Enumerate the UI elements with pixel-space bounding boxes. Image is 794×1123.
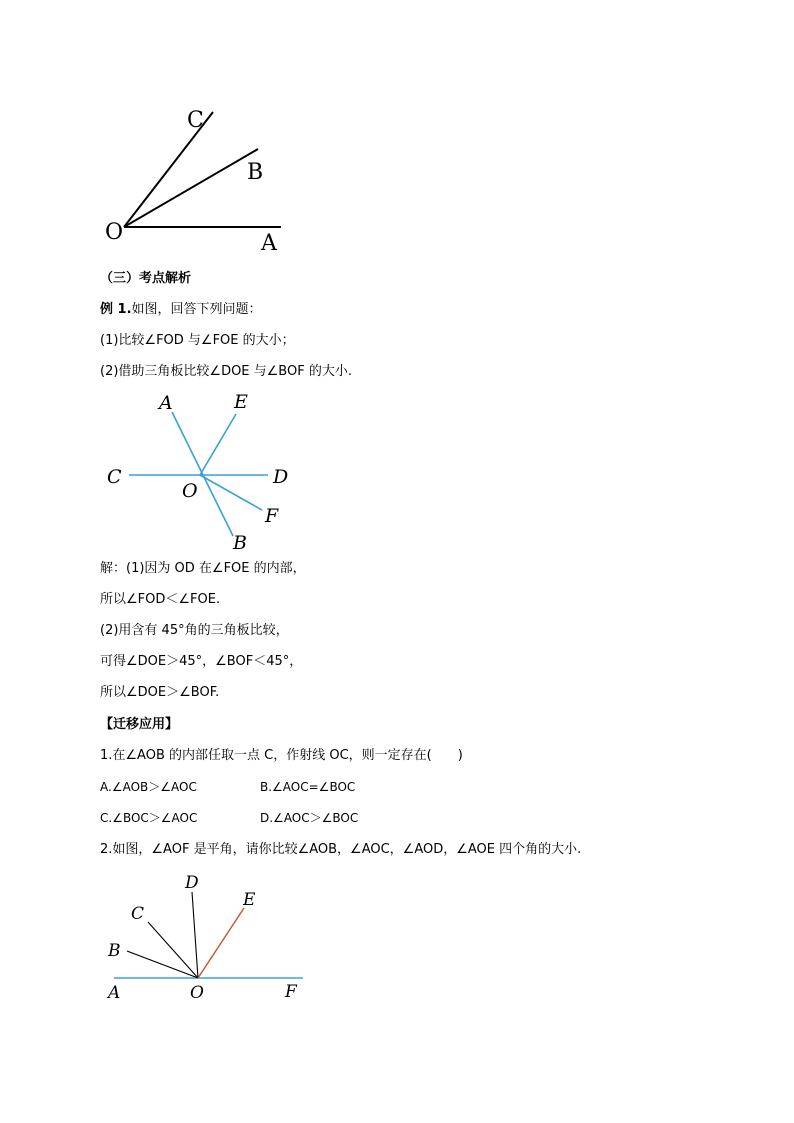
label-b: B	[108, 941, 121, 961]
label-a: A	[159, 392, 173, 414]
figure-straight-angle-aof-svg	[100, 868, 310, 1008]
label-a: A	[261, 231, 277, 256]
figure-lines-abcdef	[100, 385, 310, 555]
label-o: O	[182, 480, 198, 502]
question1-option-c: C.∠BOC＞∠AOC	[100, 811, 198, 825]
ray-od	[192, 892, 198, 978]
solution-line3: (2)用含有 45°角的三角板比较，	[100, 623, 289, 638]
example1-prefix: 例 1.	[100, 302, 132, 317]
label-e: E	[243, 890, 256, 910]
example1-intro: 如图，回答下列问题：	[131, 302, 262, 317]
ray-oc	[148, 922, 198, 978]
ray-ob	[124, 149, 258, 227]
label-o: O	[190, 983, 204, 1003]
label-b: B	[233, 532, 247, 554]
solution-line5: 所以∠DOE＞∠BOF.	[100, 685, 220, 700]
label-o: O	[105, 220, 124, 245]
label-d: D	[185, 873, 199, 893]
solution-line2: 所以∠FOD＜∠FOE.	[100, 592, 221, 607]
example1-q2: (2)借助三角板比较∠DOE 与∠BOF 的大小.	[100, 364, 352, 379]
label-c: C	[187, 108, 204, 133]
ray-oe	[200, 414, 236, 475]
figure-lines-abcdef-svg	[100, 385, 310, 555]
ray-oe	[198, 908, 244, 978]
figure-angle-oabc-svg	[100, 100, 300, 260]
question2-stem: 2.如图，∠AOF 是平角，请你比较∠AOB，∠AOC，∠AOD，∠AOE 四个角的大小.	[100, 842, 582, 857]
label-c: C	[131, 904, 145, 924]
section-heading: （三）考点解析	[100, 271, 192, 286]
question1-stem: 1.在∠AOB 的内部任取一点 C，作射线 OC，则一定存在( )	[100, 748, 463, 763]
transfer-heading: 【迁移应用】	[100, 717, 179, 732]
line-ab	[172, 412, 233, 536]
example1-title	[100, 301, 262, 319]
figure-straight-angle-aof	[100, 868, 310, 1008]
question1-option-a: A.∠AOB＞∠AOC	[100, 780, 197, 794]
question1-option-d: D.∠AOC＞∠BOC	[260, 811, 359, 825]
label-f: F	[265, 505, 279, 527]
solution-line1: 解：(1)因为 OD 在∠FOE 的内部，	[100, 561, 306, 576]
example1-q1: (1)比较∠FOD 与∠FOE 的大小；	[100, 333, 295, 348]
label-e: E	[234, 391, 248, 413]
label-d: D	[273, 466, 289, 488]
label-a: A	[108, 983, 121, 1003]
question1-option-b: B.∠AOC=∠BOC	[260, 780, 356, 794]
label-b: B	[247, 160, 264, 185]
label-f: F	[285, 982, 297, 1002]
figure-angle-oabc	[100, 100, 300, 260]
solution-line4: 可得∠DOE＞45°，∠BOF＜45°，	[100, 654, 303, 669]
label-c: C	[107, 466, 122, 488]
ray-of	[200, 475, 262, 510]
ray-ob	[127, 951, 198, 978]
